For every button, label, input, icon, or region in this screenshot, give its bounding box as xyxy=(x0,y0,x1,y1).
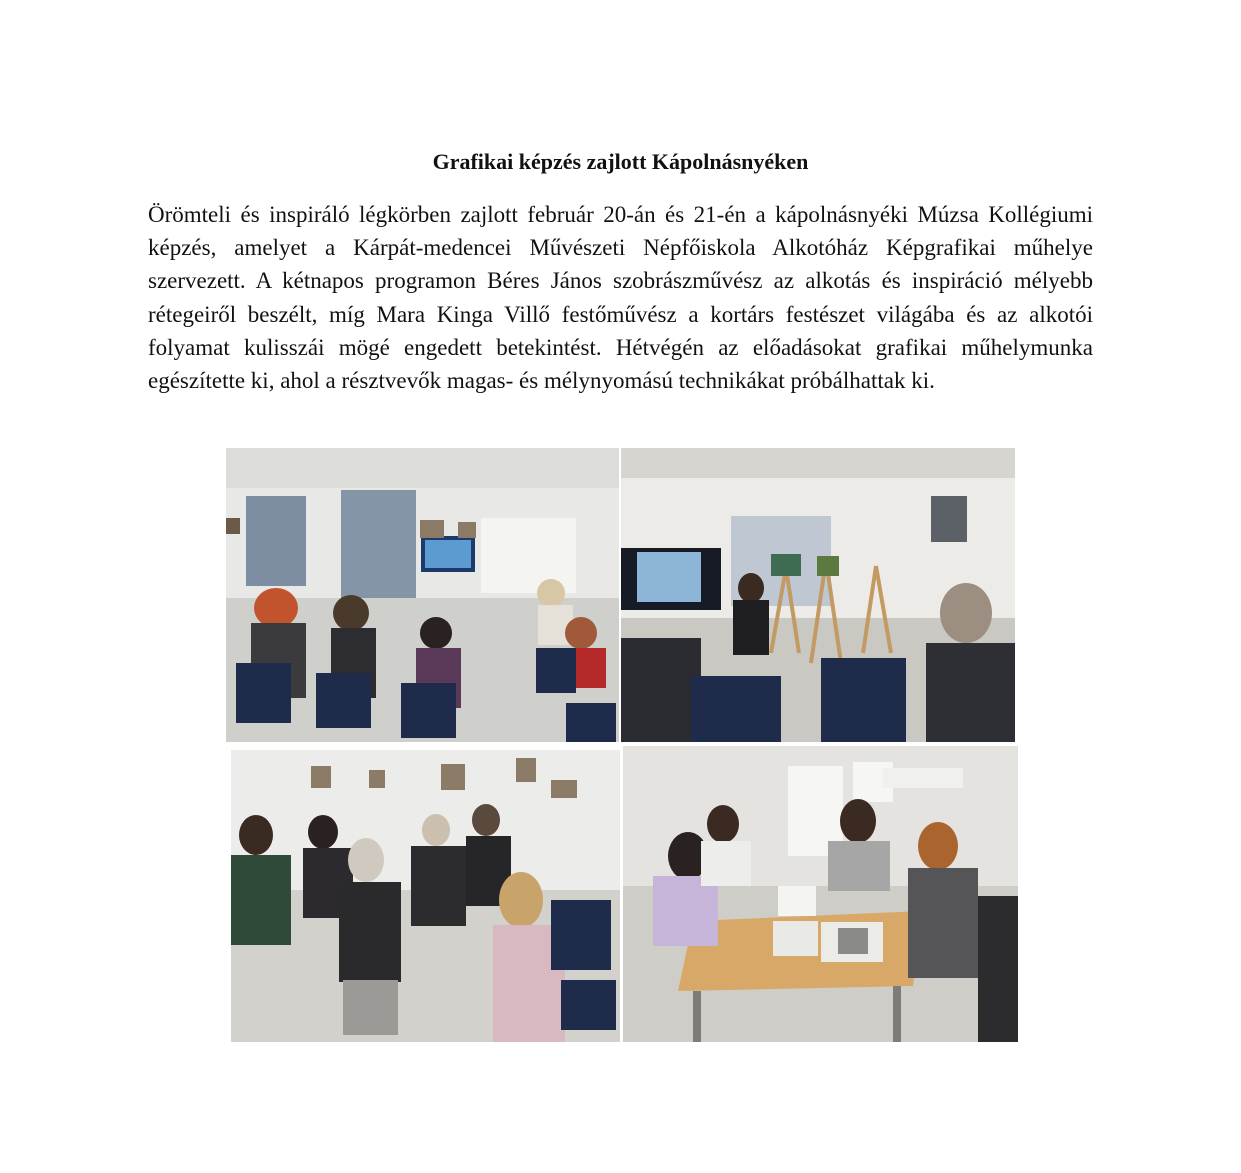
photo-audience-rows xyxy=(231,750,620,1042)
article-body: Örömteli és inspiráló légkörben zajlott február 20-án és 21-én a kápolnásnyéki Múzsa Kollégiumi képzés, amelyet a Kárpát-medencei Művészeti Népfőiskola Alkotóház Képgrafikai műhelye szervezett. A kétnapos programon Béres János szobrászművész az alkotás és inspiráció mélyebb rétegeiről beszélt, míg Mara Kinga Villő festőművész a kortárs festészet világába és az alkotói folyamat kulisszái mögé engedett betekintést. Hétvégén az előadásokat grafikai műhelymunka egészítette ki, ahol a résztvevők magas- és mélynyomású technikákat próbálhattak ki. xyxy=(148,202,1093,394)
article-title: Grafikai képzés zajlott Kápolnásnyéken xyxy=(432,149,809,174)
photo-speaker-easels xyxy=(621,448,1015,742)
photo-workshop-table xyxy=(623,746,1018,1042)
photo-lecture-room xyxy=(226,448,619,742)
